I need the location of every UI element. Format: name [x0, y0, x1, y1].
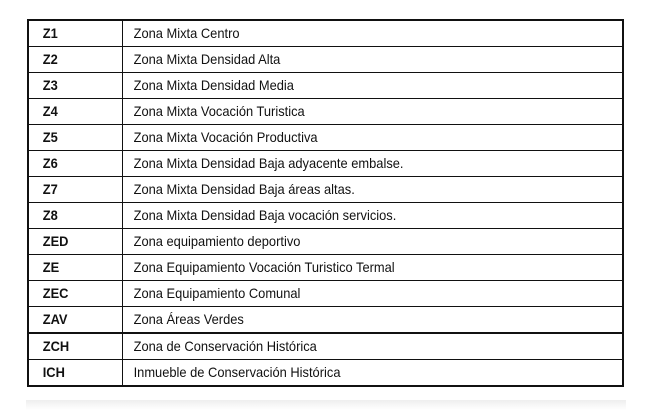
zone-table	[27, 19, 624, 387]
table-row	[28, 255, 623, 281]
table-row	[28, 73, 623, 99]
zone-description: Zona Mixta Densidad Baja áreas altas.	[123, 177, 583, 203]
zone-code: ZE	[28, 255, 115, 281]
zone-code: Z2	[28, 47, 115, 73]
zone-code: ZCH	[28, 333, 115, 360]
zone-description: Zona Mixta Vocación Turistica	[123, 99, 583, 125]
zone-description: Zona Mixta Densidad Alta	[123, 47, 583, 73]
table-row	[28, 307, 623, 334]
zone-code: Z4	[28, 99, 115, 125]
zone-description: Zona Equipamiento Vocación Turistico Termal	[123, 255, 583, 281]
zone-description: Zona Áreas Verdes	[123, 307, 583, 334]
zone-description: Zona Equipamiento Comunal	[123, 281, 583, 307]
table-row	[28, 125, 623, 151]
zone-code: ZEC	[28, 281, 115, 307]
table-row	[28, 360, 623, 387]
table-row	[28, 229, 623, 255]
zone-code: Z1	[28, 20, 115, 47]
zone-description: Inmueble de Conservación Histórica	[123, 360, 583, 387]
table-row	[28, 47, 623, 73]
table-row	[28, 333, 623, 360]
zone-code: Z5	[28, 125, 115, 151]
zone-description: Zona Mixta Centro	[123, 20, 583, 47]
zone-code: Z3	[28, 73, 115, 99]
table-row	[28, 20, 623, 47]
table-row	[28, 281, 623, 307]
zone-description: Zona equipamiento deportivo	[123, 229, 583, 255]
zone-description: Zona Mixta Densidad Baja adyacente embalse.	[123, 151, 583, 177]
zone-description: Zona de Conservación Histórica	[123, 333, 583, 360]
table-row	[28, 151, 623, 177]
zone-code: ZED	[28, 229, 115, 255]
zone-description: Zona Mixta Densidad Media	[123, 73, 583, 99]
zone-code: ICH	[28, 360, 115, 387]
zone-description: Zona Mixta Densidad Baja vocación servicios.	[123, 203, 583, 229]
zone-code: Z8	[28, 203, 115, 229]
table-row	[28, 177, 623, 203]
table-row	[28, 99, 623, 125]
zone-code: Z7	[28, 177, 115, 203]
table-row	[28, 203, 623, 229]
zone-description: Zona Mixta Vocación Productiva	[123, 125, 583, 151]
zone-code: ZAV	[28, 307, 115, 334]
page-bottom-shadow	[26, 400, 626, 410]
zone-code: Z6	[28, 151, 115, 177]
